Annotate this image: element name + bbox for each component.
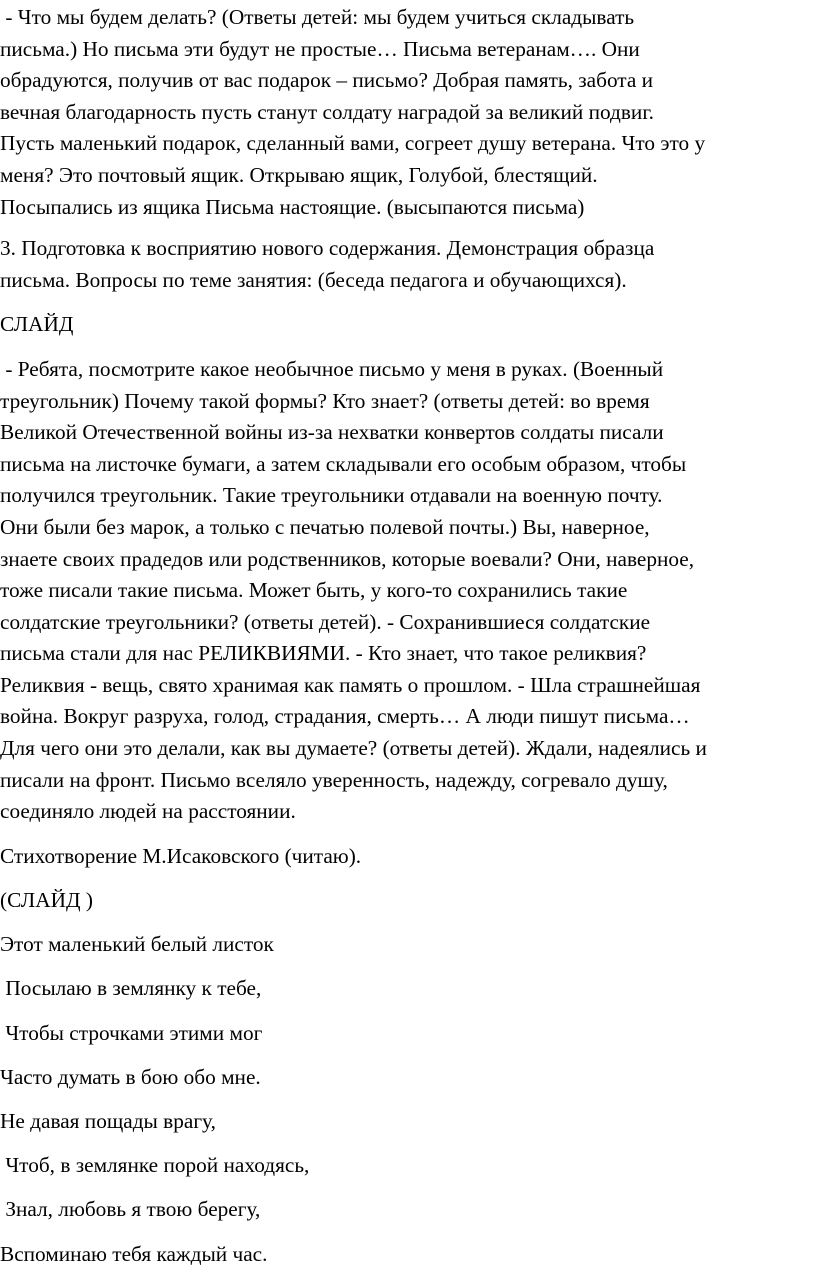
text-line: обрадуются, получив от вас подарок – письмо? Добрая память, забота и bbox=[0, 68, 654, 93]
text-line: знаете своих прадедов или родственников, которые воевали? Они, наверное, bbox=[0, 546, 695, 571]
poem-intro: Стихотворение М.Исаковского (читаю). bbox=[0, 843, 362, 868]
text-line: - Что мы будем делать? (Ответы детей: мы будем учиться складывать bbox=[0, 5, 635, 29]
text-line: Пусть маленький подарок, сделанный вами, согреет душу ветерана. Что это у bbox=[0, 131, 706, 156]
text-line: война. Вокруг разруха, голод, страдания, смерть… А люди пишут письма… bbox=[0, 704, 690, 729]
paragraph-triangle-letter bbox=[0, 354, 816, 828]
poem-line: Посылаю в землянку к тебе, bbox=[0, 976, 262, 1001]
text-line: Реликвия - вещь, свято хранимая как память о прошлом. - Шла страшнейшая bbox=[0, 672, 701, 697]
paragraph-intro bbox=[0, 2, 816, 223]
poem-line: Знал, любовь я твою берегу, bbox=[0, 1197, 261, 1222]
text-line: получился треугольник. Такие треугольники отдавали на военную почту. bbox=[0, 483, 663, 508]
text-line: Великой Отечественной войны из-за нехватки конвертов солдаты писали bbox=[0, 420, 664, 445]
slide-marker: СЛАЙД bbox=[0, 312, 74, 337]
document-page bbox=[0, 2, 816, 1270]
text-line: треугольник) Почему такой формы? Кто знает? (ответы детей: во время bbox=[0, 388, 650, 413]
text-line: письма стали для нас РЕЛИКВИЯМИ. - Кто знает, что такое реликвия? bbox=[0, 641, 647, 666]
poem-line: Вспоминаю тебя каждый час. bbox=[0, 1241, 268, 1266]
text-line: соединяло людей на расстоянии. bbox=[0, 799, 296, 824]
poem-line: Чтобы строчками этими мог bbox=[0, 1020, 263, 1045]
poem-line: Чтоб, в землянке порой находясь, bbox=[0, 1153, 310, 1178]
text-line: Посыпались из ящика Письма настоящие. (высыпаются письма) bbox=[0, 194, 585, 219]
text-line: письма. Вопросы по теме занятия: (беседа педагога и обучающихся). bbox=[0, 267, 627, 292]
text-line: письма.) Но письма эти будут не простые… Письма ветеранам…. Они bbox=[0, 36, 640, 61]
text-line: письма на листочке бумаги, а затем складывали его особым образом, чтобы bbox=[0, 451, 687, 476]
slide-marker: (СЛАЙД ) bbox=[0, 888, 93, 913]
text-line: Они были без марок, а только с печатью полевой почты.) Вы, наверное, bbox=[0, 514, 650, 539]
text-line: тоже писали такие письма. Может быть, у кого-то сохранились такие bbox=[0, 578, 628, 603]
paragraph-section-3 bbox=[0, 233, 816, 296]
poem-line: Не давая пощады врагу, bbox=[0, 1108, 216, 1133]
poem bbox=[0, 929, 816, 1270]
text-line: 3. Подготовка к восприятию нового содержания. Демонстрация образца bbox=[0, 236, 655, 261]
poem-line: Часто думать в бою обо мне. bbox=[0, 1064, 261, 1089]
text-line: меня? Это почтовый ящик. Открываю ящик, Голубой, блестящий. bbox=[0, 162, 598, 187]
text-line: Для чего они это делали, как вы думаете? (ответы детей). Ждали, надеялись и bbox=[0, 736, 707, 761]
text-line: вечная благодарность пусть станут солдату наградой за великий подвиг. bbox=[0, 99, 654, 124]
poem-line: Этот маленький белый листок bbox=[0, 932, 274, 957]
text-line: солдатские треугольники? (ответы детей). - Сохранившиеся солдатские bbox=[0, 609, 651, 634]
text-line: писали на фронт. Письмо вселяло уверенность, надежду, согревало душу, bbox=[0, 767, 668, 792]
text-line: - Ребята, посмотрите какое необычное письмо у меня в руках. (Военный bbox=[0, 356, 664, 381]
